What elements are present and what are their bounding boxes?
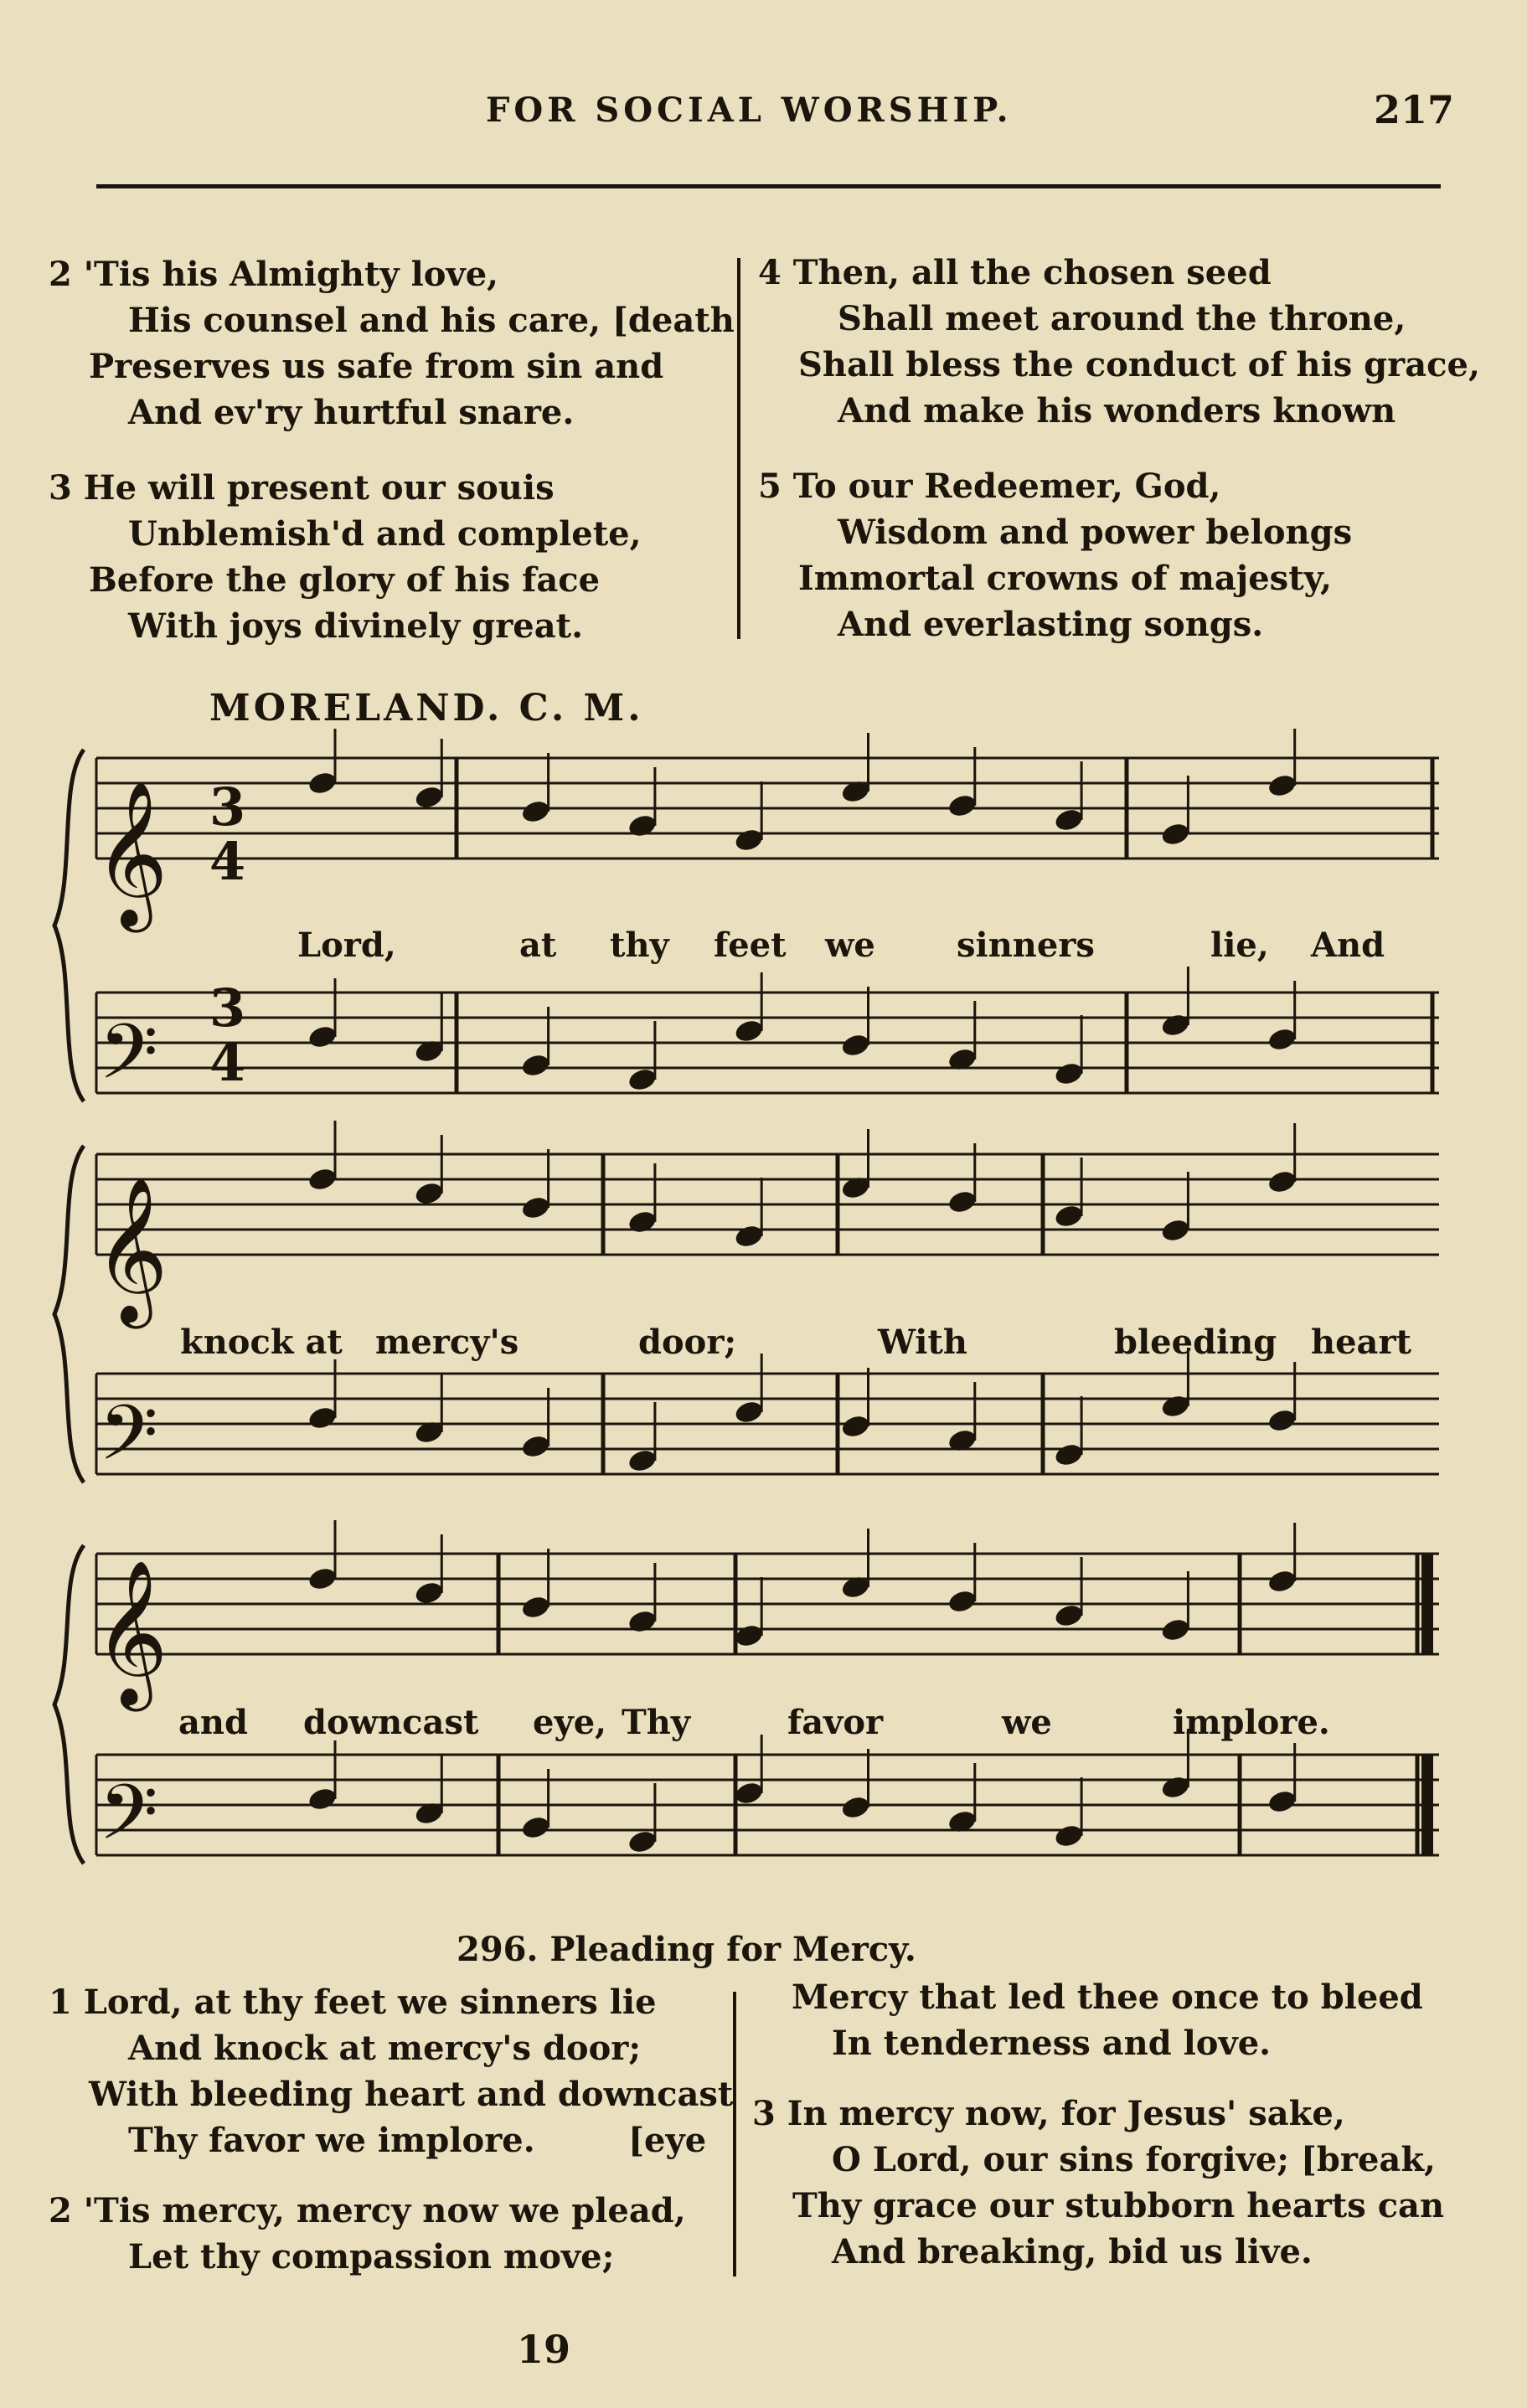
hymn-verse-2-continued [792, 1974, 1423, 2066]
verse-line: With bleeding heart and downcast [89, 2075, 734, 2114]
verse-line: With joys divinely great. [128, 606, 584, 646]
verse-line: Shall meet around the throne, [838, 299, 1406, 338]
verse-line: Shall bless the conduct of his grace, [798, 345, 1480, 384]
lyric-syllable: mercy's [375, 1323, 519, 1362]
note-head [1053, 1602, 1085, 1629]
note-head [1266, 772, 1298, 799]
verse-line: Wisdom and power belongs [838, 513, 1353, 552]
note-head [1160, 1617, 1192, 1643]
verse-line: And ev'ry hurtful snare. [128, 393, 575, 432]
lyric-syllable: lie, [1210, 926, 1269, 965]
note-head [414, 1180, 446, 1207]
note-head [733, 1622, 765, 1649]
note-head [947, 792, 978, 819]
verse-line: And everlasting songs. [838, 605, 1264, 644]
music-score [0, 729, 1527, 1901]
final-barline [1421, 1755, 1433, 1855]
verse-number: 3 [49, 468, 72, 508]
bass-clef-icon: 𝄢 [99, 1389, 158, 1496]
note-head [1053, 1060, 1085, 1087]
verse-2-top [49, 251, 735, 436]
note-head [840, 1032, 872, 1059]
note-head [627, 1209, 658, 1235]
note-head [1053, 1203, 1085, 1230]
bass-clef-icon: 𝄢 [99, 1768, 158, 1875]
treble-clef-icon: 𝄞 [94, 781, 168, 926]
verse-line: O Lord, our sins forgive; [break, [832, 2140, 1436, 2179]
note-head [1160, 1012, 1192, 1039]
note-head [947, 1588, 978, 1615]
note-head [307, 1565, 338, 1592]
note-head [414, 1580, 446, 1606]
note-head [1160, 1393, 1192, 1420]
note-head [627, 1447, 658, 1474]
note-head [840, 1413, 872, 1440]
time-signature-numerator: 3 [209, 977, 246, 1039]
verse-line: Unblemish'd and complete, [128, 514, 642, 554]
verse-number: 5 [758, 467, 782, 506]
note-head [733, 1399, 765, 1426]
lyric-syllable: feet [714, 926, 787, 965]
verse-line: Before the glory of his face [89, 560, 601, 600]
note-head [840, 1794, 872, 1821]
note-head [307, 1024, 338, 1050]
header-rule [96, 184, 1441, 188]
verse-line: Then, all the chosen seed [792, 253, 1272, 292]
verse-number: 4 [758, 253, 782, 292]
note-head [520, 798, 552, 825]
hymn-verse-3 [752, 2091, 1444, 2275]
note-head [307, 770, 338, 797]
note-head [307, 1405, 338, 1431]
note-head [1160, 821, 1192, 848]
lyric-syllable: thy [610, 926, 669, 965]
note-head [520, 1433, 552, 1460]
verse-line: And breaking, bid us live. [832, 2232, 1313, 2271]
lyric-syllable: and [178, 1703, 248, 1742]
verse-line: Immortal crowns of majesty, [798, 559, 1333, 598]
verse-line: 'Tis mercy, mercy now we plead, [83, 2191, 686, 2230]
verse-number: 3 [752, 2094, 776, 2133]
verse-line: In tenderness and love. [832, 2024, 1272, 2063]
verse-line: His counsel and his care, [death [128, 301, 735, 340]
note-head [733, 1223, 765, 1250]
verse-line: Mercy that led thee once to bleed [792, 1977, 1423, 2017]
music-marks [307, 729, 1297, 1855]
note-head [520, 1052, 552, 1079]
note-head [733, 1780, 765, 1807]
note-head [414, 784, 446, 811]
lyric-syllable: implore. [1173, 1703, 1330, 1742]
time-signature-numerator: 3 [209, 776, 246, 838]
tune-title: MORELAND. C. M. [209, 687, 644, 730]
lyric-syllable: favor [787, 1703, 884, 1742]
note-head [520, 1194, 552, 1221]
verse-3-top [49, 465, 642, 649]
lyric-syllable: we [825, 926, 875, 965]
note-head [1266, 1788, 1298, 1815]
verse-5-top [758, 463, 1352, 647]
verse-number: 2 [49, 255, 72, 294]
running-head [0, 84, 1527, 134]
staves [54, 750, 1439, 1864]
verse-line: Lord, at thy feet we sinners lie [83, 1983, 657, 2022]
verse-4-top [758, 250, 1480, 434]
verse-number: 2 [49, 2191, 72, 2230]
bass-clef-icon: 𝄢 [99, 1008, 158, 1115]
hymn-verse-2 [49, 2188, 686, 2280]
lyric-syllable: Lord, [297, 926, 396, 965]
lyric-syllable: knock at [180, 1323, 343, 1362]
note-head [627, 812, 658, 839]
lyric-syllable: door; [638, 1323, 737, 1362]
verse-line: Thy grace our stubborn hearts can [792, 2186, 1445, 2225]
verse-line: And knock at mercy's door; [128, 2029, 642, 2068]
column-divider [737, 258, 740, 639]
note-head [520, 1814, 552, 1841]
note-head [1266, 1026, 1298, 1053]
note-head [627, 1828, 658, 1855]
verse-line: And make his wonders known [838, 391, 1396, 431]
lyric-syllable: eye, [533, 1703, 607, 1742]
system-brace [54, 1146, 84, 1482]
system-brace [54, 1545, 84, 1864]
time-signature-denominator: 4 [209, 1032, 246, 1093]
note-head [627, 1066, 658, 1093]
note-head [1053, 1823, 1085, 1849]
note-head [627, 1608, 658, 1635]
verse-line: Let thy compassion move; [128, 2237, 615, 2277]
system-brace [54, 750, 84, 1101]
note-head [733, 1018, 765, 1044]
running-title: FOR SOCIAL WORSHIP. [486, 90, 1013, 130]
note-head [1160, 1774, 1192, 1801]
treble-clef-icon: 𝄞 [94, 1177, 168, 1323]
hymn-verse-1 [49, 1979, 733, 2163]
lyric-syllable: downcast [303, 1703, 479, 1742]
lyric-syllable: sinners [957, 926, 1095, 965]
lyric-syllable: at [519, 926, 557, 965]
verse-line: 'Tis his Almighty love, [83, 255, 499, 294]
final-barline [1421, 1554, 1433, 1654]
note-head [1160, 1217, 1192, 1244]
time-signature-denominator: 4 [209, 831, 246, 892]
hymn-heading: 296. Pleading for Mercy. [457, 1930, 916, 1969]
treble-clef-icon: 𝄞 [94, 1560, 168, 1705]
note-head [1053, 807, 1085, 833]
lyric-syllable: Thy [622, 1703, 691, 1742]
note-head [307, 1786, 338, 1812]
note-head [307, 1166, 338, 1193]
note-head [1053, 1441, 1085, 1468]
lyric-syllable: heart [1311, 1323, 1411, 1362]
verse-line: To our Redeemer, God, [792, 467, 1221, 506]
lyric-syllable: And [1311, 926, 1385, 965]
verse-line: He will present our souis [83, 468, 555, 508]
note-head [947, 1189, 978, 1215]
note-head [520, 1594, 552, 1621]
verse-line: In mercy now, for Jesus' sake, [787, 2094, 1345, 2133]
page-number: 217 [1374, 87, 1455, 132]
note-head [1266, 1168, 1298, 1195]
verse-line: Thy favor we implore. [eye [128, 2121, 707, 2160]
verse-number: 1 [49, 1983, 72, 2022]
verse-line: Preserves us safe from sin and [89, 347, 664, 386]
note-head [1266, 1407, 1298, 1434]
lyric-syllable: With [878, 1323, 967, 1362]
lyric-syllable: bleeding [1114, 1323, 1277, 1362]
lyric-syllable: we [1002, 1703, 1052, 1742]
column-divider [733, 1992, 736, 2277]
note-head [733, 827, 765, 853]
note-head [1266, 1568, 1298, 1595]
signature-mark: 19 [517, 2327, 571, 2372]
